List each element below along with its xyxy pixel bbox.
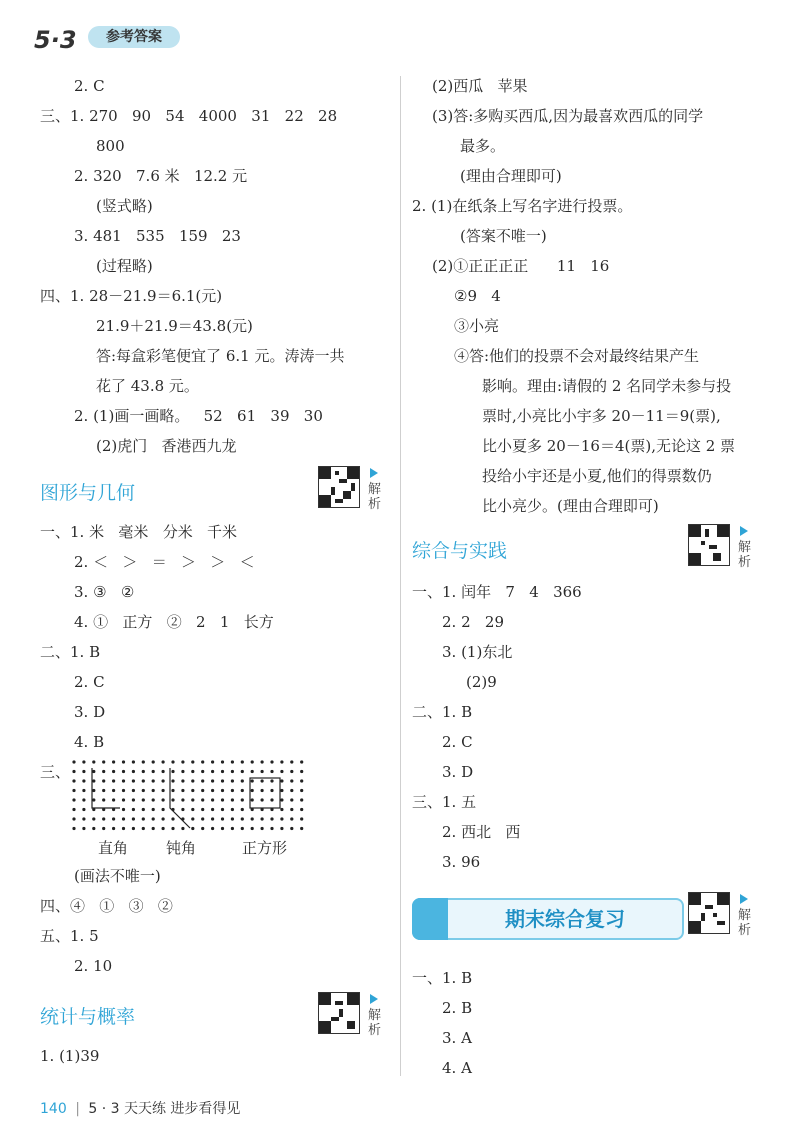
- grid-dot: [231, 760, 234, 763]
- grid-dot: [211, 798, 214, 801]
- grid-dot: [181, 760, 184, 763]
- answer-line: 一、1. 米 毫米 分米 千米: [40, 523, 237, 541]
- grid-dot: [300, 808, 303, 811]
- grid-dot: [261, 770, 264, 773]
- answer-line: ②9 4: [454, 287, 501, 305]
- grid-dot: [152, 779, 155, 782]
- grid-dot: [211, 770, 214, 773]
- grid-dot: [231, 789, 234, 792]
- grid-dot: [231, 808, 234, 811]
- answer-line: 三、: [40, 763, 71, 781]
- answer-line: 比小亮少。(理由合理即可): [482, 497, 659, 515]
- grid-dot: [82, 770, 85, 773]
- grid-dot: [181, 789, 184, 792]
- grid-dot: [142, 808, 145, 811]
- grid-dot: [261, 817, 264, 820]
- grid-dot: [152, 760, 155, 763]
- answer-line: 3. 96: [442, 853, 481, 871]
- grid-dot: [221, 798, 224, 801]
- grid-dot: [72, 779, 75, 782]
- answer-line: 比小夏多 20－16＝4(票),无论这 2 票: [482, 437, 736, 455]
- answer-line: 一、1. 闰年 7 4 366: [412, 583, 582, 601]
- grid-dot: [290, 770, 293, 773]
- grid-dot: [241, 798, 244, 801]
- angle-label-right: 直角: [98, 839, 129, 857]
- grid-dot: [270, 827, 273, 830]
- grid-dot: [251, 770, 254, 773]
- grid-dot: [300, 760, 303, 763]
- grid-dot: [201, 808, 204, 811]
- answer-line: 2. 西北 西: [442, 823, 521, 841]
- answer-line: (竖式略): [96, 197, 153, 215]
- play-icon: [740, 526, 748, 536]
- grid-dot: [152, 789, 155, 792]
- answer-line: 最多。: [460, 137, 506, 155]
- grid-dot: [300, 798, 303, 801]
- brand-logo: [32, 22, 88, 56]
- answer-line: ③小亮: [454, 317, 500, 335]
- grid-dot: [72, 817, 75, 820]
- grid-dot: [162, 789, 165, 792]
- grid-dot: [290, 827, 293, 830]
- grid-dot: [300, 789, 303, 792]
- grid-dot: [72, 770, 75, 773]
- grid-dot: [221, 760, 224, 763]
- grid-dot: [270, 798, 273, 801]
- qr-code-icon[interactable]: [318, 992, 360, 1034]
- grid-dot: [201, 817, 204, 820]
- footer-separator: |: [75, 1101, 80, 1117]
- grid-dot: [142, 827, 145, 830]
- grid-dot: [201, 779, 204, 782]
- answer-line: 3. D: [442, 763, 474, 781]
- answer-line: ④答:他们的投票不会对最终结果产生: [454, 347, 700, 365]
- angle-label-square: 正方形: [242, 839, 288, 857]
- banner-title: 期末综合复习: [505, 907, 625, 931]
- grid-dot: [102, 770, 105, 773]
- grid-dot: [122, 798, 125, 801]
- grid-dot: [112, 798, 115, 801]
- grid-dot: [261, 760, 264, 763]
- grid-dot: [112, 760, 115, 763]
- dot-grid-figure: [72, 760, 312, 832]
- grid-dot: [142, 817, 145, 820]
- grid-dot: [290, 798, 293, 801]
- answer-line: 2. (1)画一画略。 52 61 39 30: [74, 407, 323, 425]
- grid-dot: [92, 798, 95, 801]
- grid-dot: [72, 808, 75, 811]
- grid-dot: [251, 789, 254, 792]
- answer-line: 3. D: [74, 703, 106, 721]
- answer-line: (3)答:多购买西瓜,因为最喜欢西瓜的同学: [432, 107, 704, 125]
- grid-dot: [231, 779, 234, 782]
- grid-dot: [261, 779, 264, 782]
- grid-dot: [82, 817, 85, 820]
- banner-accent: [412, 898, 448, 940]
- play-icon: [370, 468, 378, 478]
- answer-line: 三、1. 270 90 54 4000 31 22 28: [40, 107, 338, 125]
- grid-dot: [241, 817, 244, 820]
- grid-dot: [72, 760, 75, 763]
- grid-dot: [280, 789, 283, 792]
- grid-dot: [241, 779, 244, 782]
- answer-line: 花了 43.8 元。: [96, 377, 199, 395]
- grid-dot: [132, 779, 135, 782]
- grid-dot: [251, 779, 254, 782]
- grid-dot: [132, 827, 135, 830]
- grid-dot: [102, 798, 105, 801]
- grid-dot: [280, 798, 283, 801]
- grid-dot: [72, 798, 75, 801]
- grid-dot: [270, 770, 273, 773]
- page-number: 140: [40, 1101, 67, 1117]
- grid-dot: [171, 760, 174, 763]
- grid-dot: [152, 817, 155, 820]
- answer-line: 2. 320 7.6 米 12.2 元: [74, 167, 248, 185]
- grid-dot: [251, 817, 254, 820]
- answer-line: 四、④ ① ③ ②: [40, 897, 173, 915]
- grid-dot: [211, 760, 214, 763]
- grid-dot: [241, 808, 244, 811]
- answer-line: 五、1. 5: [40, 927, 99, 945]
- grid-dot: [82, 798, 85, 801]
- grid-dot: [162, 770, 165, 773]
- grid-dot: [92, 827, 95, 830]
- grid-dot: [211, 779, 214, 782]
- grid-dot: [142, 779, 145, 782]
- grid-dot: [251, 760, 254, 763]
- grid-dot: [82, 789, 85, 792]
- grid-dot: [191, 817, 194, 820]
- grid-dot: [181, 808, 184, 811]
- grid-dot: [221, 779, 224, 782]
- grid-dot: [241, 770, 244, 773]
- answer-line: 2. ＜ ＞ ＝ ＞ ＞ ＜: [74, 553, 255, 571]
- grid-dot: [211, 808, 214, 811]
- answer-line: 3. 481 535 159 23: [74, 227, 241, 245]
- grid-dot: [211, 817, 214, 820]
- answer-line: 答:每盒彩笔便宜了 6.1 元。涛涛一共: [96, 347, 345, 365]
- answer-line: (2)虎门 香港西九龙: [96, 437, 237, 455]
- grid-dot: [102, 817, 105, 820]
- grid-dot: [241, 789, 244, 792]
- grid-dot: [132, 798, 135, 801]
- qr-label: 解析: [738, 540, 752, 570]
- qr-code-icon[interactable]: [318, 466, 360, 508]
- answer-line: 投给小宇还是小夏,他们的得票数仍: [482, 467, 712, 485]
- grid-dot: [191, 770, 194, 773]
- grid-dot: [162, 817, 165, 820]
- grid-dot: [162, 798, 165, 801]
- square-drawing: [250, 778, 280, 808]
- grid-dot: [270, 760, 273, 763]
- grid-dot: [251, 827, 254, 830]
- grid-dot: [102, 779, 105, 782]
- grid-dot: [142, 760, 145, 763]
- answer-line: 票时,小亮比小宇多 20－11＝9(票),: [482, 407, 721, 425]
- grid-dot: [82, 808, 85, 811]
- grid-dot: [300, 779, 303, 782]
- grid-dot: [82, 779, 85, 782]
- answer-line: 4. A: [442, 1059, 472, 1077]
- grid-dot: [231, 770, 234, 773]
- grid-dot: [82, 760, 85, 763]
- answer-line: 3. ③ ②: [74, 583, 135, 601]
- grid-dot: [300, 827, 303, 830]
- answer-line: 3. (1)东北: [442, 643, 513, 661]
- grid-dot: [181, 798, 184, 801]
- grid-dot: [221, 789, 224, 792]
- grid-dot: [251, 798, 254, 801]
- answer-key-tag: 参考答案: [88, 26, 180, 48]
- grid-dot: [171, 817, 174, 820]
- footer-brand: 5 · 3 天天练 进步看得见: [88, 1101, 241, 1117]
- grid-dot: [142, 770, 145, 773]
- answer-line: 2. C: [442, 733, 473, 751]
- grid-dot: [280, 817, 283, 820]
- answer-line: (过程略): [96, 257, 153, 275]
- grid-dot: [132, 760, 135, 763]
- section-title-stats: 统计与概率: [40, 1006, 136, 1028]
- grid-dot: [280, 770, 283, 773]
- grid-dot: [241, 760, 244, 763]
- answer-line: 2. (1)在纸条上写名字进行投票。: [412, 197, 633, 215]
- grid-dot: [142, 798, 145, 801]
- grid-dot: [280, 827, 283, 830]
- qr-label: 解析: [368, 1008, 382, 1038]
- grid-dot: [241, 827, 244, 830]
- grid-dot: [122, 808, 125, 811]
- grid-dot: [191, 760, 194, 763]
- answer-line: (画法不唯一): [74, 867, 161, 885]
- column-divider: [400, 76, 401, 1076]
- grid-dot: [152, 798, 155, 801]
- grid-dot: [300, 817, 303, 820]
- grid-dot: [191, 789, 194, 792]
- page-footer: [40, 1098, 240, 1118]
- answer-line: 800: [96, 137, 125, 155]
- grid-dot: [201, 827, 204, 830]
- grid-dot: [162, 779, 165, 782]
- grid-dot: [290, 789, 293, 792]
- grid-dot: [261, 827, 264, 830]
- grid-dot: [290, 760, 293, 763]
- grid-dot: [211, 789, 214, 792]
- grid-dot: [112, 789, 115, 792]
- answer-line: 2. C: [74, 77, 105, 95]
- qr-label: 解析: [738, 908, 752, 938]
- answer-line: 2. B: [442, 999, 473, 1017]
- grid-dot: [102, 789, 105, 792]
- grid-dot: [181, 827, 184, 830]
- grid-dot: [171, 789, 174, 792]
- grid-dot: [122, 779, 125, 782]
- grid-dot: [92, 770, 95, 773]
- angle-label-obtuse: 钝角: [166, 839, 197, 857]
- logo-text: 5·3: [34, 26, 77, 54]
- answer-line: 21.9＋21.9＝43.8(元): [96, 317, 253, 335]
- section-title-practice: 综合与实践: [412, 540, 508, 562]
- grid-dot: [171, 770, 174, 773]
- grid-dot: [142, 789, 145, 792]
- grid-dot: [132, 789, 135, 792]
- grid-dot: [171, 827, 174, 830]
- answer-line: 二、1. B: [412, 703, 473, 721]
- answer-line: (2)①正正正正 11 16: [432, 257, 610, 275]
- grid-dot: [270, 817, 273, 820]
- grid-dot: [201, 798, 204, 801]
- grid-dot: [122, 817, 125, 820]
- grid-dot: [122, 827, 125, 830]
- answer-line: 2. C: [74, 673, 105, 691]
- grid-dot: [270, 789, 273, 792]
- grid-dot: [112, 817, 115, 820]
- answer-line: (2)9: [466, 673, 497, 691]
- grid-dot: [122, 789, 125, 792]
- grid-dot: [102, 827, 105, 830]
- grid-dot: [280, 779, 283, 782]
- grid-dot: [162, 808, 165, 811]
- answer-line: (2)西瓜 苹果: [432, 77, 528, 95]
- grid-dot: [181, 770, 184, 773]
- grid-dot: [92, 760, 95, 763]
- grid-dot: [92, 789, 95, 792]
- grid-dot: [191, 827, 194, 830]
- grid-dot: [231, 817, 234, 820]
- grid-dot: [92, 779, 95, 782]
- grid-dot: [261, 798, 264, 801]
- answer-line: 2. 10: [74, 957, 113, 975]
- grid-dot: [221, 770, 224, 773]
- qr-code-icon[interactable]: [688, 524, 730, 566]
- grid-dot: [261, 789, 264, 792]
- grid-dot: [221, 827, 224, 830]
- answer-line: 1. (1)39: [40, 1047, 100, 1065]
- grid-dot: [290, 808, 293, 811]
- grid-dot: [280, 808, 283, 811]
- grid-dot: [162, 827, 165, 830]
- answer-line: (答案不唯一): [460, 227, 547, 245]
- right-angle-drawing: [92, 768, 120, 808]
- grid-dot: [181, 779, 184, 782]
- grid-dot: [122, 760, 125, 763]
- grid-dot: [191, 779, 194, 782]
- grid-dot: [132, 817, 135, 820]
- qr-label: 解析: [368, 482, 382, 512]
- grid-dot: [171, 798, 174, 801]
- grid-dot: [201, 789, 204, 792]
- answer-line: 4. ① 正方 ② 2 1 长方: [74, 613, 274, 631]
- answer-line: 4. B: [74, 733, 105, 751]
- answer-line: 三、1. 五: [412, 793, 477, 811]
- grid-dot: [201, 770, 204, 773]
- grid-dot: [270, 779, 273, 782]
- section-title-geometry: 图形与几何: [40, 482, 136, 504]
- grid-dot: [102, 760, 105, 763]
- answer-line: 影响。理由:请假的 2 名同学未参与投: [482, 377, 732, 395]
- qr-code-icon[interactable]: [688, 892, 730, 934]
- answer-line: 一、1. B: [412, 969, 473, 987]
- grid-dot: [221, 817, 224, 820]
- grid-dot: [122, 770, 125, 773]
- grid-dot: [221, 808, 224, 811]
- answer-line: 二、1. B: [40, 643, 101, 661]
- grid-dot: [290, 779, 293, 782]
- answer-line: 3. A: [442, 1029, 472, 1047]
- answer-line: 2. 2 29: [442, 613, 505, 631]
- grid-dot: [132, 808, 135, 811]
- grid-dot: [191, 798, 194, 801]
- grid-dot: [171, 779, 174, 782]
- grid-dot: [92, 817, 95, 820]
- grid-dot: [280, 760, 283, 763]
- grid-dot: [152, 770, 155, 773]
- grid-dot: [211, 827, 214, 830]
- grid-dot: [152, 808, 155, 811]
- grid-dot: [112, 827, 115, 830]
- grid-dot: [231, 798, 234, 801]
- grid-dot: [72, 827, 75, 830]
- answer-line: (理由合理即可): [460, 167, 562, 185]
- grid-dot: [300, 770, 303, 773]
- grid-dot: [132, 770, 135, 773]
- grid-dot: [201, 760, 204, 763]
- grid-dot: [162, 760, 165, 763]
- grid-dot: [112, 770, 115, 773]
- grid-dot: [72, 789, 75, 792]
- grid-dot: [112, 779, 115, 782]
- grid-dot: [152, 827, 155, 830]
- grid-dot: [191, 808, 194, 811]
- grid-dot: [231, 827, 234, 830]
- play-icon: [740, 894, 748, 904]
- grid-dot: [290, 817, 293, 820]
- play-icon: [370, 994, 378, 1004]
- answer-line: 四、1. 28－21.9＝6.1(元): [40, 287, 223, 305]
- grid-dot: [82, 827, 85, 830]
